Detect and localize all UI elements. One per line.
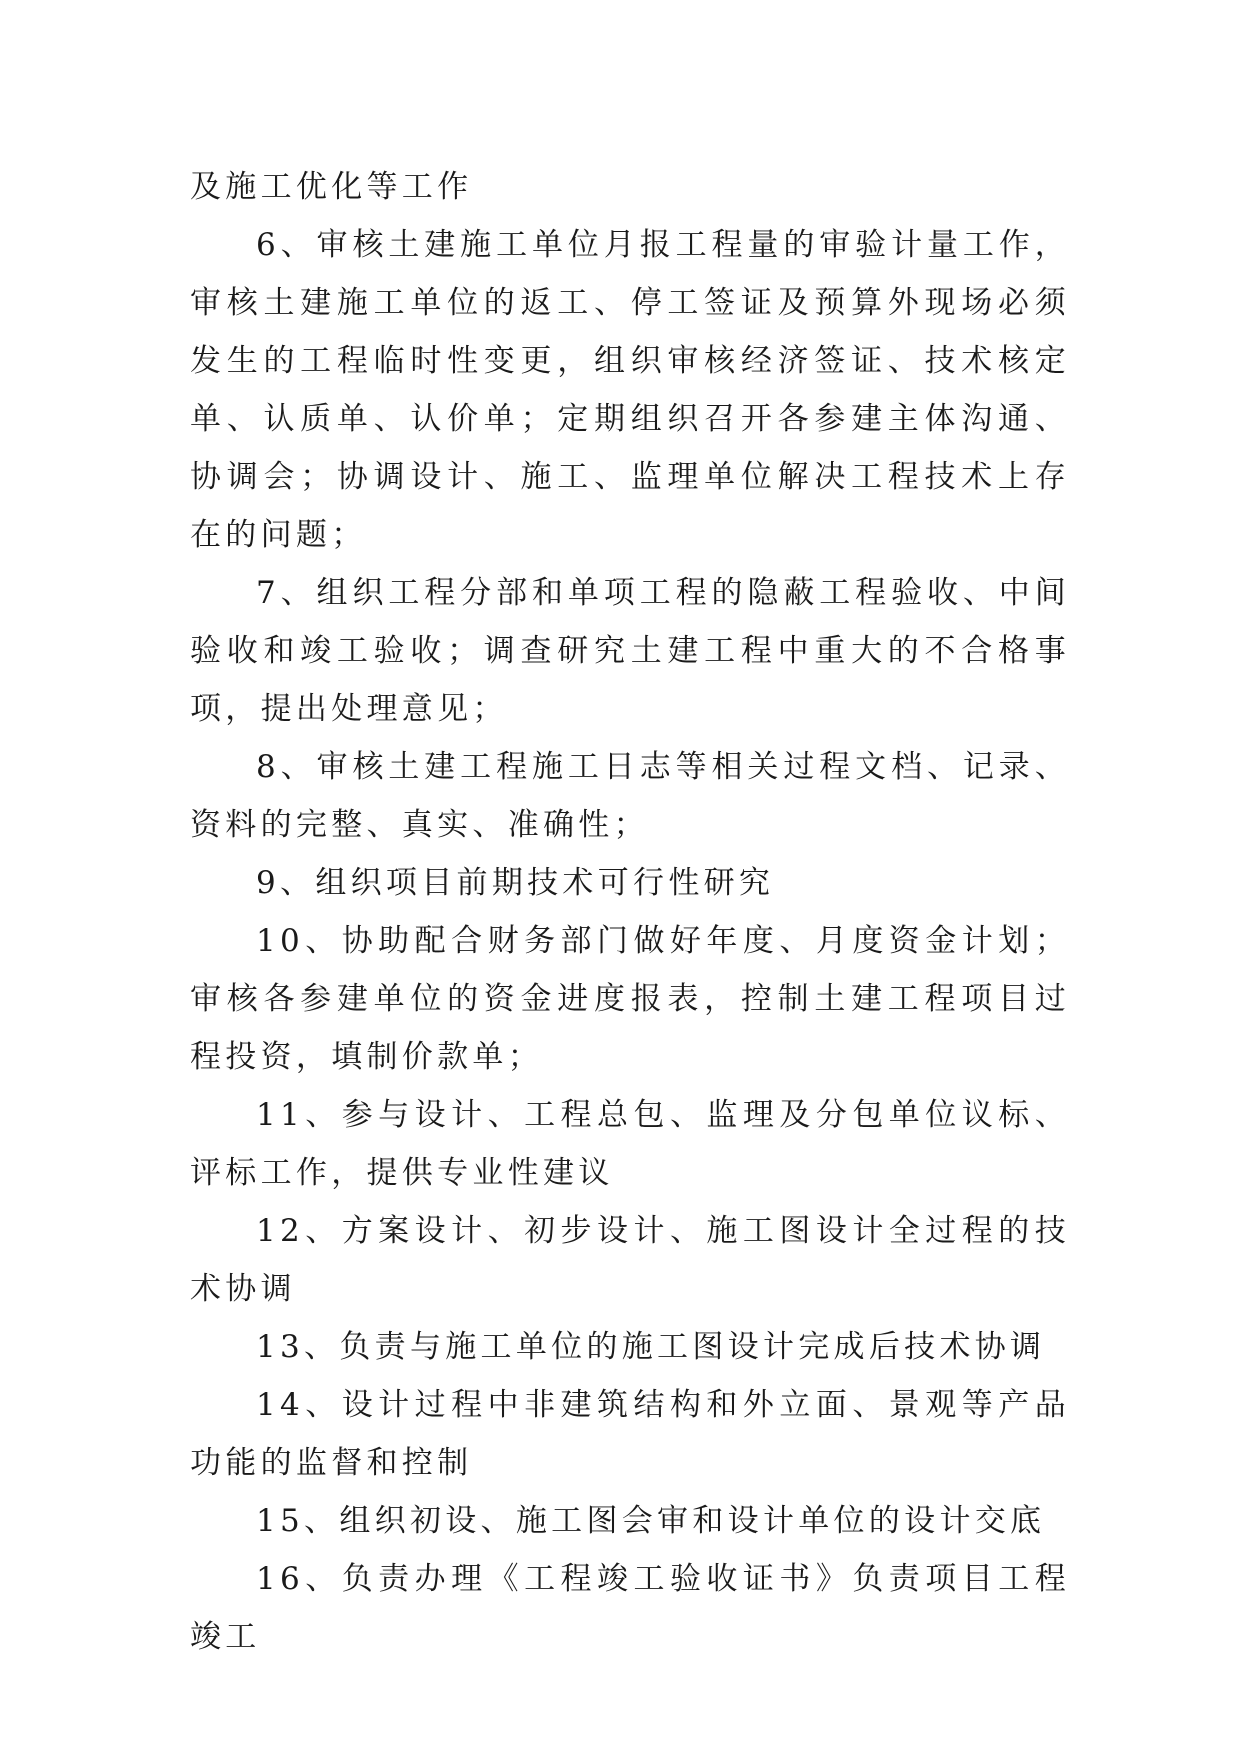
paragraph-item-14: 14、设计过程中非建筑结构和外立面、景观等产品功能的监督和控制 <box>190 1387 1070 1481</box>
paragraph-item-16: 16、负责办理《工程竣工验收证书》负责项目工程竣工 <box>190 1561 1070 1655</box>
paragraph-item-15: 15、组织初设、施工图会审和设计单位的设计交底 <box>256 1503 1046 1539</box>
paragraph-item-9: 9、组织项目前期技术可行性研究 <box>256 865 775 901</box>
paragraph-item-7: 7、组织工程分部和单项工程的隐蔽工程验收、中间验收和竣工验收；调查研究土建工程中重大的不合格事项，提出处理意见； <box>190 575 1070 727</box>
document-body <box>190 158 1070 1666</box>
paragraph-continuation: 及施工优化等工作 <box>190 169 473 205</box>
paragraph-item-13: 13、负责与施工单位的施工图设计完成后技术协调 <box>256 1329 1046 1365</box>
paragraph-item-6: 6、审核土建施工单位月报工程量的审验计量工作，审核土建施工单位的返工、停工签证及预算外现场必须发生的工程临时性变更，组织审核经济签证、技术核定单、认质单、认价单；定期组织召开各参建主体沟通、协调会；协调设计、施工、监理单位解决工程技术上存在的问题； <box>190 227 1070 553</box>
paragraph-item-8: 8、审核土建工程施工日志等相关过程文档、记录、资料的完整、真实、准确性； <box>190 749 1070 843</box>
paragraph-item-11: 11、参与设计、工程总包、监理及分包单位议标、评标工作，提供专业性建议 <box>190 1097 1070 1191</box>
paragraph-item-12: 12、方案设计、初步设计、施工图设计全过程的技术协调 <box>190 1213 1070 1307</box>
paragraph-item-10: 10、协助配合财务部门做好年度、月度资金计划；审核各参建单位的资金进度报表，控制土建工程项目过程投资，填制价款单； <box>190 923 1070 1075</box>
